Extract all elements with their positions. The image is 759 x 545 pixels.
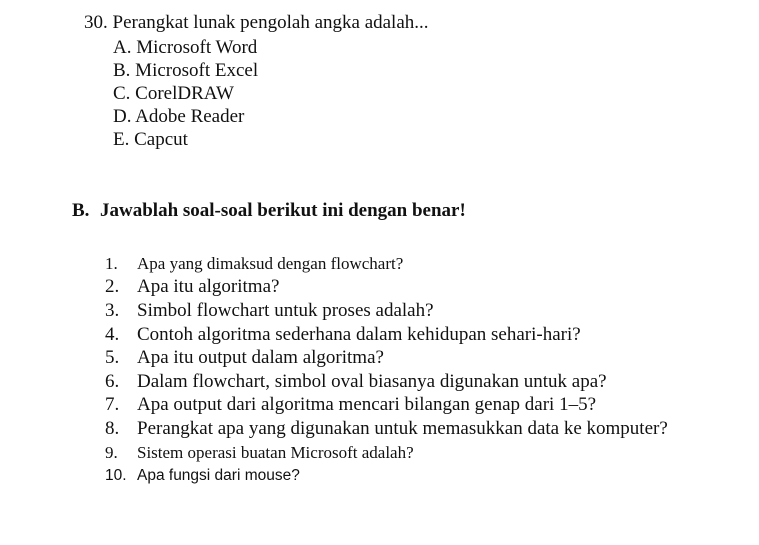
- question-number: 2.: [105, 276, 120, 298]
- question-text: Sistem operasi buatan Microsoft adalah?: [137, 442, 414, 462]
- essay-question-6: [105, 370, 668, 394]
- essay-question-8: [105, 417, 668, 441]
- question-number: 9.: [105, 442, 118, 462]
- question-number: 3.: [105, 299, 120, 321]
- option-d: D. Adobe Reader: [113, 106, 245, 127]
- question-number: 4.: [105, 323, 120, 345]
- question-text: Apa itu output dalam algoritma?: [137, 347, 384, 369]
- essay-question-3: [105, 299, 668, 323]
- question-30-options: [113, 36, 258, 151]
- question-text: Perangkat apa yang digunakan untuk memasukkan data ke komputer?: [137, 417, 668, 439]
- question-30-text: 30. Perangkat lunak pengolah angka adalah...: [84, 12, 429, 33]
- essay-question-list: [105, 252, 668, 488]
- option-b: B. Microsoft Excel: [113, 60, 259, 81]
- essay-question-7: [105, 394, 668, 418]
- question-number: 7.: [105, 394, 120, 416]
- question-number: 5.: [105, 347, 120, 369]
- essay-question-10: [105, 464, 668, 488]
- section-b-title: Jawablah soal-soal berikut ini dengan benar!: [100, 200, 466, 221]
- question-text: Dalam flowchart, simbol oval biasanya digunakan untuk apa?: [137, 370, 607, 392]
- question-number: 1.: [105, 253, 118, 273]
- question-text: Apa yang dimaksud dengan flowchart?: [137, 253, 404, 273]
- question-number: 8.: [105, 417, 120, 439]
- question-text: Simbol flowchart untuk proses adalah?: [137, 299, 434, 321]
- option-e: E. Capcut: [113, 129, 188, 150]
- question-text: Apa output dari algoritma mencari bilangan genap dari 1–5?: [137, 394, 597, 416]
- question-number: 10.: [105, 467, 127, 485]
- essay-question-9: [105, 441, 668, 465]
- essay-question-4: [105, 323, 668, 347]
- question-text: Apa fungsi dari mouse?: [137, 467, 300, 485]
- question-text: Contoh algoritma sederhana dalam kehidupan sehari-hari?: [137, 323, 581, 345]
- question-text: Apa itu algoritma?: [137, 276, 280, 298]
- essay-question-2: [105, 276, 668, 300]
- option-c: C. CorelDRAW: [113, 83, 234, 104]
- essay-question-1: [105, 252, 668, 276]
- essay-question-5: [105, 346, 668, 370]
- section-b-heading: [72, 199, 466, 223]
- option-a: A. Microsoft Word: [113, 37, 258, 58]
- question-number: 6.: [105, 370, 120, 392]
- section-b-letter: B.: [72, 200, 90, 221]
